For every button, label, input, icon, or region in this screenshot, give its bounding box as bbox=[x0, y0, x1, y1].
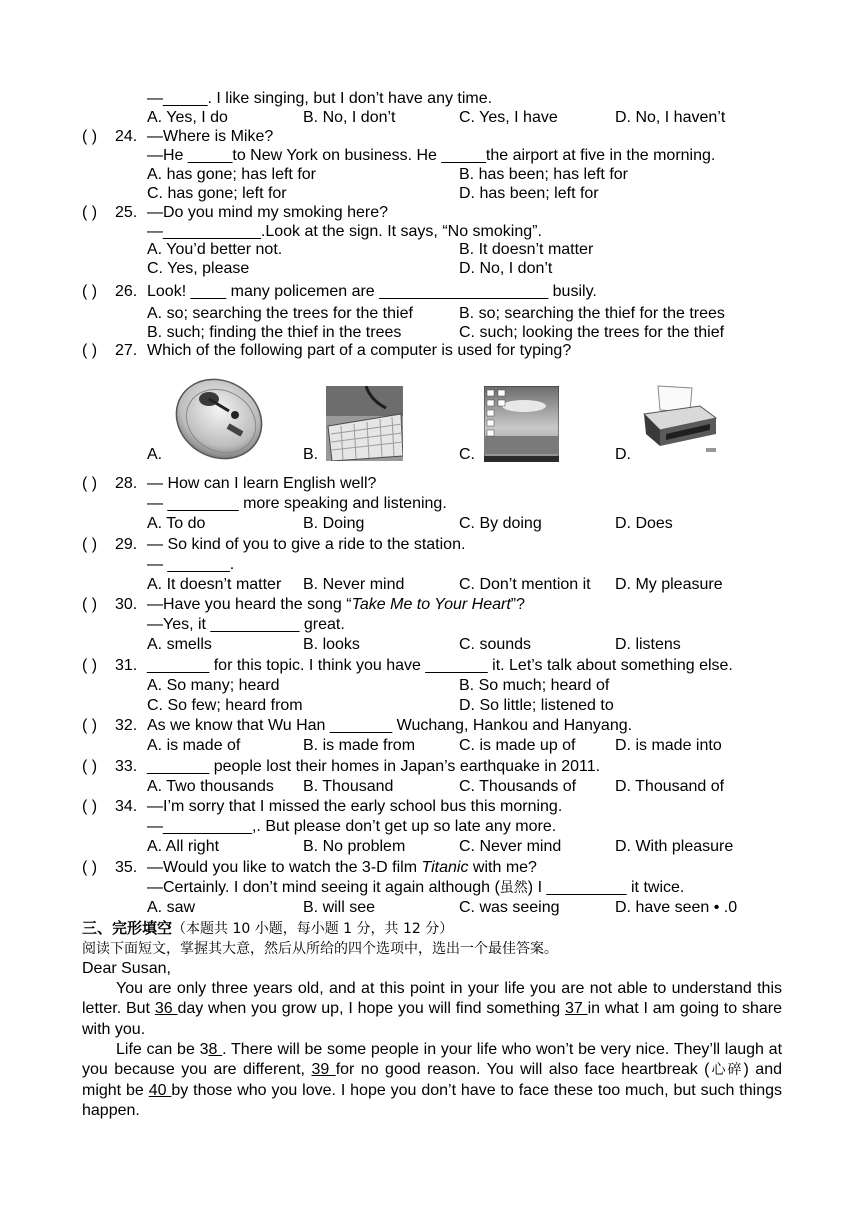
q23-option-c: C. Yes, I have bbox=[459, 109, 558, 126]
option-b: B. is made from bbox=[303, 737, 416, 754]
letter-salutation: Dear Susan, bbox=[82, 960, 171, 977]
printer-image bbox=[640, 384, 718, 460]
option-a: A. To do bbox=[147, 515, 206, 532]
letter-paragraph-1 bbox=[82, 979, 782, 1040]
question-number: 32. bbox=[115, 717, 138, 734]
film-title: Titanic bbox=[421, 859, 469, 876]
question-text: Which of the following part of a computer is used for typing? bbox=[147, 342, 572, 359]
chinese-gloss: 虽然 bbox=[499, 880, 528, 896]
option-d: D. Does bbox=[615, 515, 673, 532]
question-number: 27. bbox=[115, 342, 138, 359]
option-a: A. Two thousands bbox=[147, 778, 274, 795]
question-text: — So kind of you to give a ride to the station. bbox=[147, 536, 466, 553]
question-number: 28. bbox=[115, 475, 138, 492]
question-text: —Yes, it __________ great. bbox=[147, 616, 345, 633]
option-d: D. has been; left for bbox=[459, 185, 599, 202]
question-text: —__________,. But please don’t get up so late any more. bbox=[147, 818, 557, 835]
question-text: _______ for this topic. I think you have _______ it. Let’s talk about something else. bbox=[147, 657, 733, 674]
option-b: B. No problem bbox=[303, 838, 406, 855]
question-text: Look! ____ many policemen are ___________________ busily. bbox=[147, 283, 597, 300]
question-number: 33. bbox=[115, 758, 138, 775]
question-text: — _______. bbox=[147, 556, 235, 573]
answer-paren: ( ) bbox=[82, 128, 98, 145]
question-text: —He _____to New York on business. He _____the airport at five in the morning. bbox=[147, 147, 716, 164]
option-d: C. such; looking the trees for the thief bbox=[459, 324, 725, 341]
option-d: D. listens bbox=[615, 636, 681, 653]
option-d: D. No, I don’t bbox=[459, 260, 553, 277]
option-c: B. such; finding the thief in the trees bbox=[147, 324, 402, 341]
question-text bbox=[147, 878, 684, 898]
text-span: —Have you heard the song “ bbox=[147, 596, 352, 613]
text-span: in what I am going to share with you. bbox=[82, 1000, 782, 1038]
blank-38: 8 bbox=[208, 1041, 223, 1058]
question-number: 35. bbox=[115, 859, 138, 876]
option-b: B. So much; heard of bbox=[459, 677, 610, 694]
text-span: . There will be some people in your life who won’t be very nice. They’ll laugh at you because you are different, bbox=[82, 1041, 783, 1079]
q23-option-d: D. No, I haven’t bbox=[615, 109, 726, 126]
text-span: by those who you love. I hope you don’t have to face these too much, but such things happen. bbox=[82, 1081, 782, 1120]
answer-paren: ( ) bbox=[82, 596, 98, 613]
option-b: B. Doing bbox=[303, 515, 365, 532]
text-span: for no good reason. You will also face heartbreak ( bbox=[335, 1061, 710, 1079]
option-a: A. All right bbox=[147, 838, 220, 855]
question-text: —___________.Look at the sign. It says, “No smoking”. bbox=[147, 223, 542, 240]
option-d: D. have seen • .0 bbox=[615, 899, 738, 916]
text-span: ”? bbox=[510, 596, 525, 613]
answer-paren: ( ) bbox=[82, 798, 98, 815]
chinese-gloss: 心碎 bbox=[709, 1062, 744, 1079]
option-a: A. so; searching the trees for the thief bbox=[147, 305, 413, 322]
question-text bbox=[147, 595, 525, 615]
monitor-image bbox=[484, 386, 559, 462]
option-d: D. With pleasure bbox=[615, 838, 734, 855]
option-b: B. looks bbox=[303, 636, 360, 653]
blank-36: 36 bbox=[154, 1000, 178, 1018]
question-number: 30. bbox=[115, 596, 138, 613]
song-title: Take Me to Your Heart bbox=[351, 596, 511, 613]
option-b: B. has been; has left for bbox=[459, 166, 628, 183]
blank-37: 37 bbox=[564, 1000, 588, 1018]
q23-option-b: B. No, I don’t bbox=[303, 109, 396, 126]
option-a: A. has gone; has left for bbox=[147, 166, 316, 183]
option-c: C. is made up of bbox=[459, 737, 576, 754]
q23-option-a: A. Yes, I do bbox=[147, 109, 228, 126]
answer-paren: ( ) bbox=[82, 475, 98, 492]
text-span: —Certainly. I don’t mind seeing it again although ( bbox=[147, 879, 500, 896]
option-a: A. So many; heard bbox=[147, 677, 280, 694]
option-c: C. Thousands of bbox=[459, 778, 577, 795]
question-number: 25. bbox=[115, 204, 138, 221]
option-c: C. So few; heard from bbox=[147, 697, 303, 714]
question-text: —I’m sorry that I missed the early school bus this morning. bbox=[147, 798, 563, 815]
text-span: —Would you like to watch the 3-D film bbox=[147, 859, 422, 876]
section-title bbox=[82, 918, 453, 939]
option-c: C. By doing bbox=[459, 515, 542, 532]
text-span: You are only three years old, and at this point in your life you are not able to understand this letter. But bbox=[82, 980, 782, 1018]
option-c: C. was seeing bbox=[459, 899, 560, 916]
option-a: A. bbox=[147, 446, 163, 463]
option-c: C. Don’t mention it bbox=[459, 576, 591, 593]
option-c: C. Never mind bbox=[459, 838, 562, 855]
question-text: As we know that Wu Han _______ Wuchang, Hankou and Hanyang. bbox=[147, 717, 633, 734]
question-number: 29. bbox=[115, 536, 138, 553]
question-text: —Do you mind my smoking here? bbox=[147, 204, 388, 221]
option-a: A. It doesn’t matter bbox=[147, 576, 282, 593]
answer-paren: ( ) bbox=[82, 657, 98, 674]
section-title-bold: 三、完形填空 bbox=[82, 919, 173, 937]
letter-paragraph-2 bbox=[82, 1040, 782, 1122]
question-text: — How can I learn English well? bbox=[147, 475, 377, 492]
text-span: ) and might be bbox=[82, 1061, 783, 1099]
text-span: ) I _________ it twice. bbox=[527, 879, 685, 896]
answer-paren: ( ) bbox=[82, 859, 98, 876]
option-a: A. is made of bbox=[147, 737, 241, 754]
question-number: 26. bbox=[115, 283, 138, 300]
answer-paren: ( ) bbox=[82, 342, 98, 359]
option-a: A. saw bbox=[147, 899, 196, 916]
section-title-detail: （本题共 10 小题，每小题 1 分，共 12 分） bbox=[172, 921, 454, 937]
option-b: B. Never mind bbox=[303, 576, 405, 593]
text-span: Life can be 3 bbox=[116, 1041, 209, 1058]
option-d: D. is made into bbox=[615, 737, 722, 754]
option-b: B. will see bbox=[303, 899, 376, 916]
question-number: 34. bbox=[115, 798, 138, 815]
question-text: — ________ more speaking and listening. bbox=[147, 495, 447, 512]
option-d: D. My pleasure bbox=[615, 576, 723, 593]
keyboard-image bbox=[326, 386, 403, 461]
text-span: with me? bbox=[468, 859, 537, 876]
option-a: A. smells bbox=[147, 636, 212, 653]
option-b: B. It doesn’t matter bbox=[459, 241, 594, 258]
answer-paren: ( ) bbox=[82, 758, 98, 775]
answer-paren: ( ) bbox=[82, 283, 98, 300]
question-number: 24. bbox=[115, 128, 138, 145]
question-text: _______ people lost their homes in Japan’s earthquake in 2011. bbox=[147, 758, 601, 775]
text-span: day when you grow up, I hope you will find something bbox=[177, 1000, 565, 1018]
option-d: D. Thousand of bbox=[615, 778, 725, 795]
question-number: 31. bbox=[115, 657, 138, 674]
option-d: D. bbox=[615, 446, 631, 463]
question-text bbox=[147, 858, 537, 878]
option-c: C. bbox=[459, 446, 475, 463]
option-b: B. Thousand bbox=[303, 778, 394, 795]
mouse-image bbox=[169, 369, 264, 462]
question-text: —Where is Mike? bbox=[147, 128, 274, 145]
option-c: C. sounds bbox=[459, 636, 532, 653]
option-d: D. So little; listened to bbox=[459, 697, 614, 714]
option-a: A. You’d better not. bbox=[147, 241, 283, 258]
option-c: C. Yes, please bbox=[147, 260, 250, 277]
answer-paren: ( ) bbox=[82, 204, 98, 221]
section-instruction: 阅读下面短文，掌握其大意，然后从所给的四个选项中，选出一个最佳答案。 bbox=[82, 941, 558, 957]
option-b: B. so; searching the thief for the trees bbox=[459, 305, 725, 322]
option-b: B. bbox=[303, 446, 319, 463]
blank-39: 39 bbox=[311, 1061, 336, 1079]
option-c: C. has gone; left for bbox=[147, 185, 287, 202]
answer-paren: ( ) bbox=[82, 717, 98, 734]
answer-paren: ( ) bbox=[82, 536, 98, 553]
q23-line: —_____. I like singing, but I don’t have any time. bbox=[147, 90, 493, 107]
blank-40: 40 bbox=[148, 1081, 172, 1099]
